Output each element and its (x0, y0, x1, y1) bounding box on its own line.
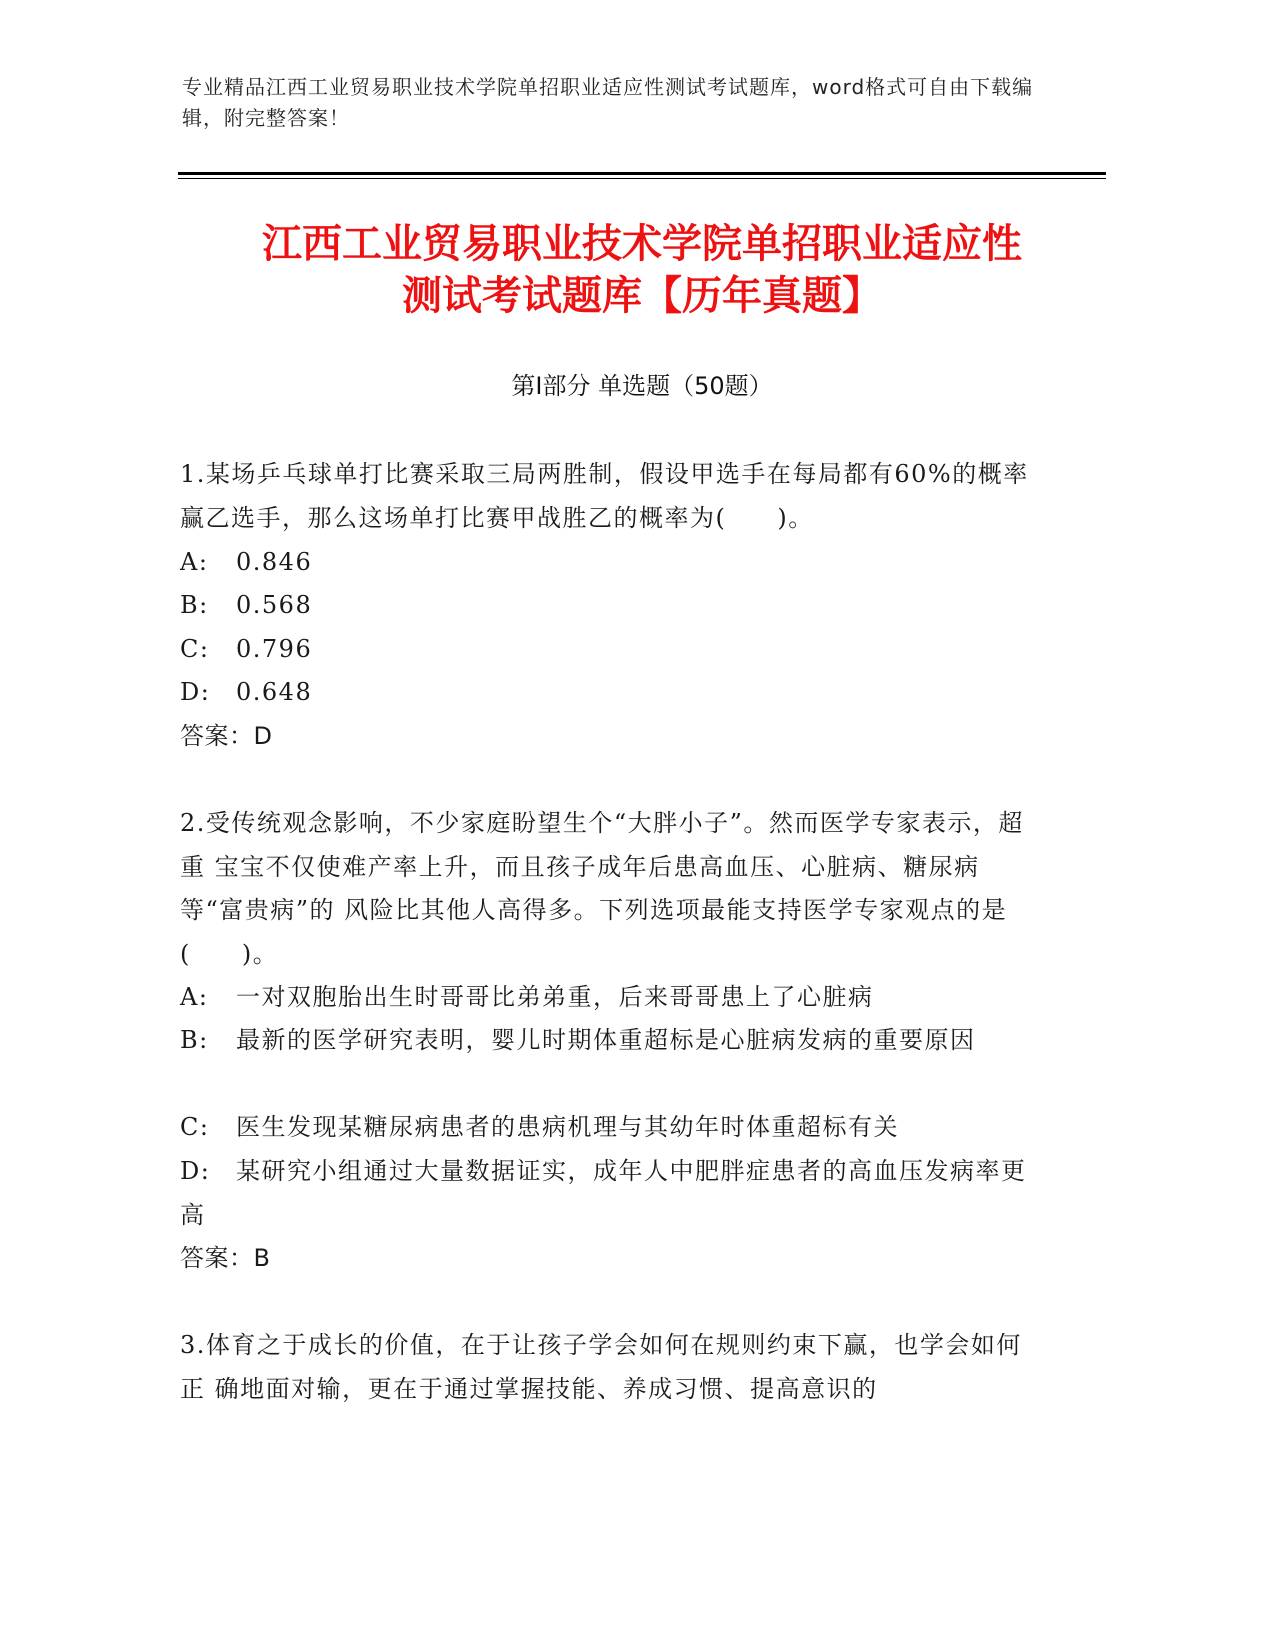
option-text: 0.568 (236, 591, 313, 619)
question-2-option-d (180, 1150, 1040, 1237)
option-key: D: (180, 678, 211, 706)
question-1-option-c (180, 628, 1040, 672)
option-key: B: (180, 591, 209, 619)
option-key: C: (180, 1113, 210, 1141)
option-key: B: (180, 1026, 209, 1054)
option-key: A: (180, 548, 209, 576)
question-2-option-b (180, 1019, 1040, 1063)
header-rule-thick (178, 172, 1106, 175)
section-title: 第Ⅰ部分 单选题（50题） (511, 372, 773, 400)
question-2-stem: 2.受传统观念影响，不少家庭盼望生个“大胖小子”。然而医学专家表示，超重 宝宝不仅使难产率上升，而且孩子成年后患高血压、心脏病、糖尿病等“富贵病”的 风险比其他人高得多。下列选项最能支持医学专家观点的是( )。 (180, 809, 1024, 968)
document-title (178, 218, 1106, 322)
option-text: 一对双胞胎出生时哥哥比弟弟重，后来哥哥患上了心脏病 (236, 983, 874, 1011)
option-key: D: (180, 1157, 211, 1185)
question-2-option-c (180, 1106, 1040, 1150)
option-text: 某研究小组通过大量数据证实，成年人中肥胖症患者的高血压发病率更高 (180, 1157, 1027, 1229)
header-note: 专业精品江西工业贸易职业技术学院单招职业适应性测试考试题库，word格式可自由下载编辑，附完整答案！ (182, 75, 1034, 130)
question-1-option-d (180, 671, 1040, 715)
question-1-option-b (180, 584, 1040, 628)
question-2-answer: 答案：B (180, 1244, 271, 1272)
option-text: 医生发现某糖尿病患者的患病机理与其幼年时体重超标有关 (236, 1113, 899, 1141)
option-text: 最新的医学研究表明，婴儿时期体重超标是心脏病发病的重要原因 (236, 1026, 976, 1054)
title-line-2: 测试考试题库【历年真题】 (402, 273, 882, 319)
question-3-stem: 3.体育之于成长的价值，在于让孩子学会如何在规则约束下赢，也学会如何正 确地面对输，更在于通过掌握技能、养成习惯、提高意识的 (180, 1331, 1022, 1403)
option-text: 0.796 (236, 635, 313, 663)
option-key: C: (180, 635, 210, 663)
question-1-stem: 1.某场乒乓球单打比赛采取三局两胜制，假设甲选手在每局都有60%的概率赢乙选手，那么这场单打比赛甲战胜乙的概率为( )。 (180, 460, 1029, 532)
header-rule-thin (178, 178, 1106, 179)
option-text: 0.648 (236, 678, 313, 706)
question-1-answer: 答案：D (180, 722, 273, 750)
title-line-1: 江西工业贸易职业技术学院单招职业适应性 (262, 221, 1022, 267)
option-key: A: (180, 983, 209, 1011)
question-1-option-a (180, 541, 1040, 585)
option-text: 0.846 (236, 548, 313, 576)
question-2-option-a (180, 976, 1040, 1020)
